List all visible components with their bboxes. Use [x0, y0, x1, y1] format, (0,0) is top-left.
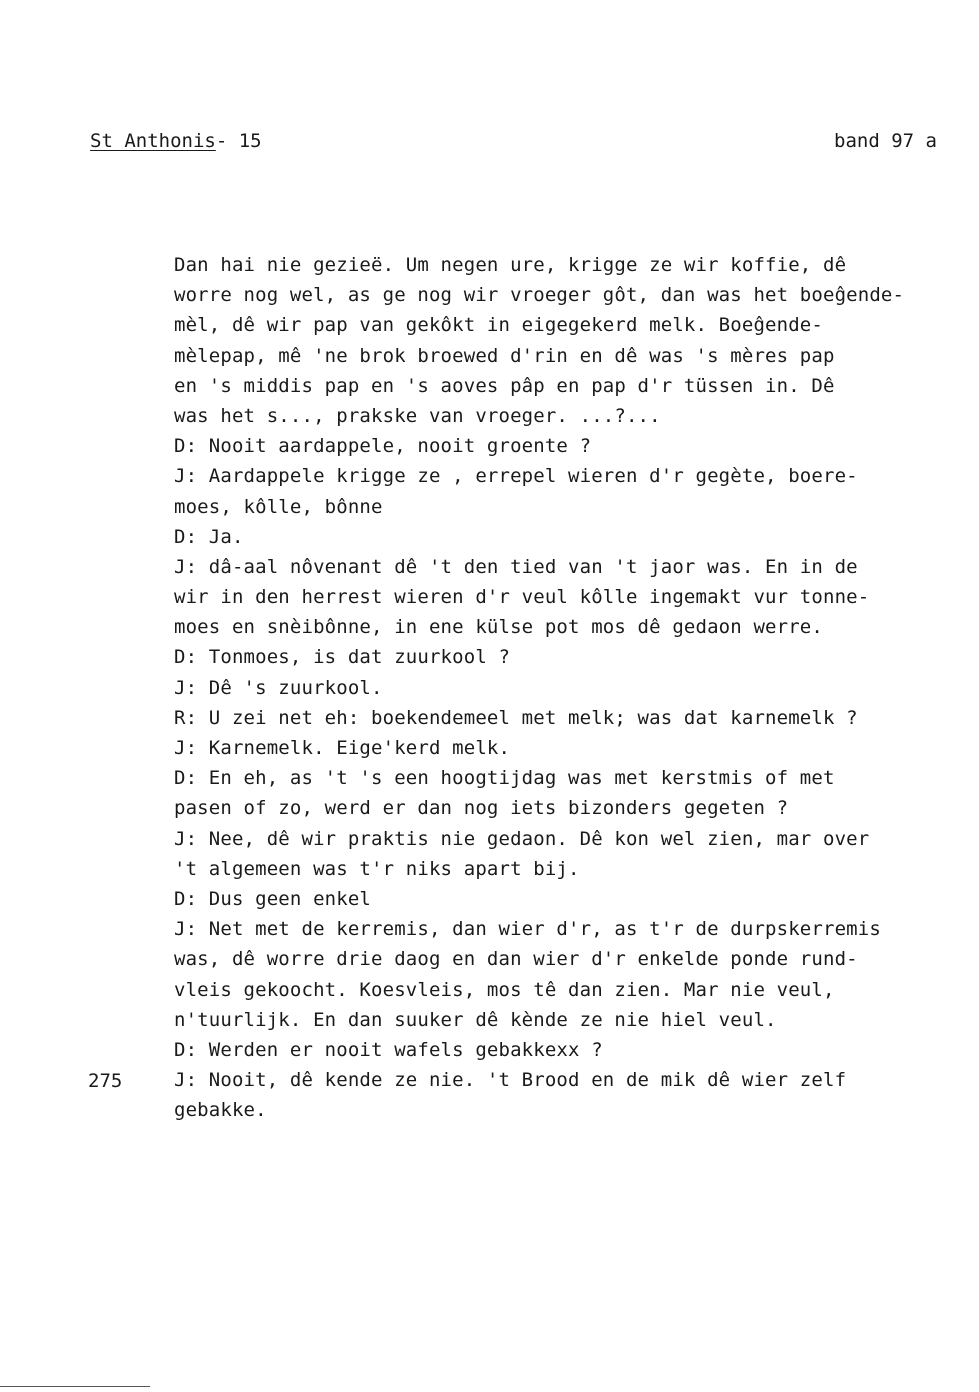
transcript-line: J: Dê 's zuurkool.: [174, 676, 383, 699]
transcript-line: n'tuurlijk. En dan suuker dê kènde ze nie hiel veul.: [174, 1008, 777, 1031]
transcript-line: pasen of zo, werd er dan nog iets bizonders gegeten ?: [174, 797, 789, 820]
transcript-body: [174, 250, 944, 1125]
footer-rule: [0, 1386, 150, 1387]
margin-counter-number: 275: [88, 1070, 123, 1092]
transcript-line: D: Nooit aardappele, nooit groente ?: [174, 435, 592, 458]
transcript-line: was het s..., prakske van vroeger. ...?...: [174, 404, 661, 427]
transcript-line: mèl, dê wir pap van gekôkt in eigegekerd melk. Boeĝende-: [174, 314, 823, 337]
header-page-number: - 15: [215, 130, 262, 152]
transcript-line: D: En eh, as 't 's een hoogtijdag was met kerstmis of met: [174, 767, 835, 790]
transcript-line: D: Tonmoes, is dat zuurkool ?: [174, 646, 511, 669]
transcript-line: J: dâ-aal nôvenant dê 't den tied van 't jaor was. En in de: [174, 555, 858, 578]
transcript-line: gebakke.: [174, 1099, 267, 1122]
header-band: band 97 a: [834, 130, 937, 152]
transcript-line: moes en snèibônne, in ene külse pot mos dê gedaon werre.: [174, 616, 823, 639]
header-location: [90, 130, 262, 152]
header-location-name: St Anthonis: [90, 130, 216, 152]
transcript-line: J: Aardappele krigge ze , errepel wieren d'r gegète, boere-: [174, 465, 858, 488]
transcript-line: D: Werden er nooit wafels gebakkexx ?: [174, 1038, 603, 1061]
transcript-line: J: Karnemelk. Eige'kerd melk.: [174, 737, 511, 759]
transcript-line: J: Nooit, dê kende ze nie. 't Brood en de mik dê wier zelf: [174, 1069, 847, 1092]
transcript-line: was, dê worre drie daog en dan wier d'r enkelde ponde rund-: [174, 948, 858, 971]
transcript-line: en 's middis pap en 's aoves pâp en pap d'r tüssen in. Dê: [174, 374, 835, 397]
transcript-line: 't algemeen was t'r niks apart bij.: [174, 857, 580, 880]
transcript-line: D: Dus geen enkel: [174, 887, 372, 910]
transcript-line: J: Net met de kerremis, dan wier d'r, as t'r de durpskerremis: [174, 918, 881, 941]
transcript-line: J: Nee, dê wir praktis nie gedaon. Dê kon wel zien, mar over: [174, 827, 870, 850]
transcript-line: vleis gekoocht. Koesvleis, mos tê dan zien. Mar nie veul,: [174, 978, 835, 1001]
transcript-line: D: Ja.: [174, 525, 244, 548]
transcript-line: R: U zei net eh: boekendemeel met melk; was dat karnemelk ?: [174, 706, 858, 729]
transcript-line: mèlepap, mê 'ne brok broewed d'rin en dê was 's mères pap: [174, 344, 835, 367]
transcript-line: moes, kôlle, bônne: [174, 495, 383, 518]
transcript-line: worre nog wel, as ge nog wir vroeger gôt, dan was het boeĝende-: [174, 284, 905, 307]
transcript-line: wir in den herrest wieren d'r veul kôlle ingemakt vur tonne-: [174, 586, 870, 609]
transcript-line: Dan hai nie gezieë. Um negen ure, krigge ze wir koffie, dê: [174, 254, 847, 276]
